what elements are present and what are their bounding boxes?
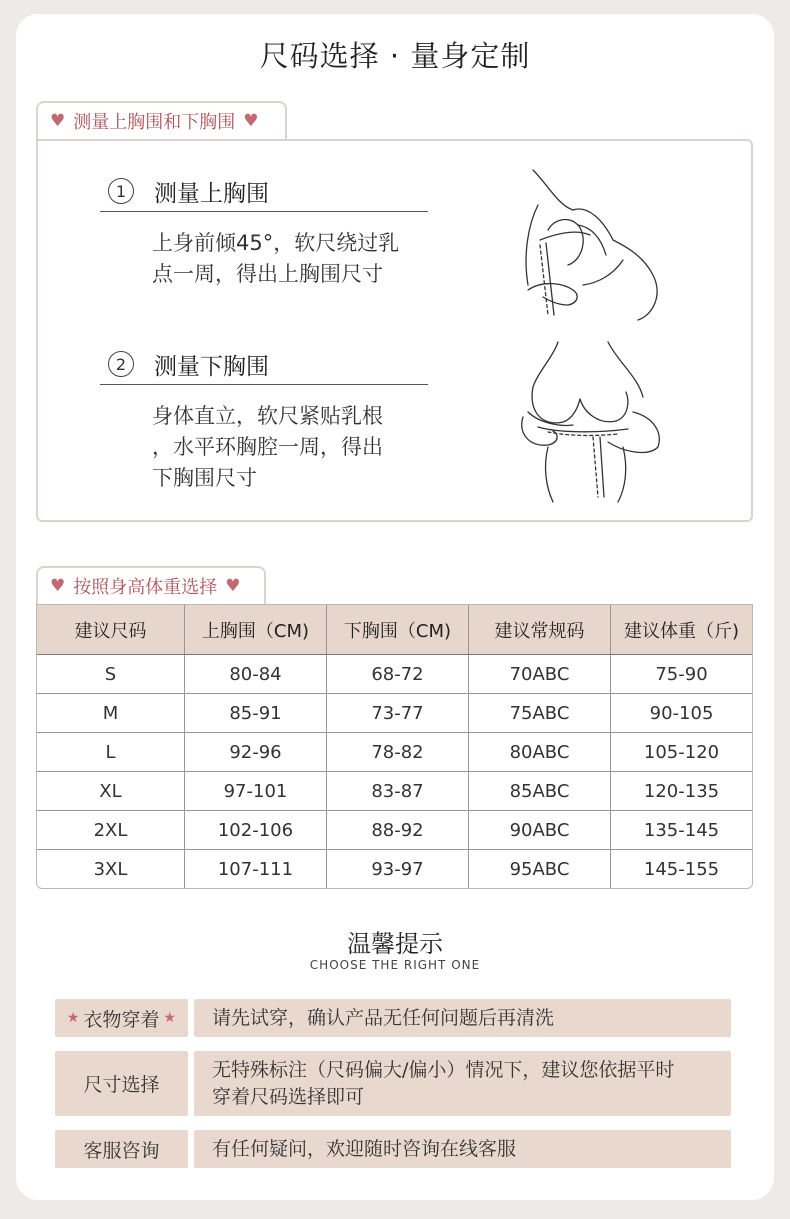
step-description [152, 228, 428, 290]
table-row [37, 693, 752, 732]
table-row [37, 771, 752, 810]
step-title: 测量下胸围 [154, 353, 269, 380]
tip-label-text: 尺寸选择 [83, 1074, 160, 1096]
measure-tab-label: 测量上胸围和下胸围 [73, 112, 236, 133]
step-number: 1 [108, 178, 134, 204]
table-cell: 93-97 [326, 850, 468, 888]
tip-text-line: 有任何疑问，欢迎随时咨询在线客服 [212, 1137, 517, 1160]
tip-label-size [55, 1051, 188, 1116]
table-cell: 75ABC [468, 694, 610, 732]
desc-line: 上身前倾45°，软尺绕过乳 [152, 231, 400, 255]
tip-label-text: 衣物穿着 [83, 1008, 160, 1031]
star-icon: ★ [163, 1010, 177, 1026]
table-cell: L [105, 741, 116, 763]
tip-label-service [55, 1130, 188, 1168]
table-cell: 107-111 [184, 850, 326, 888]
table-cell: 95ABC [468, 850, 610, 888]
tips-subtitle: CHOOSE THE RIGHT ONE [309, 958, 481, 972]
measure-tab [36, 101, 287, 139]
size-table [36, 604, 753, 889]
measure-step-lower [100, 344, 428, 494]
table-row [37, 810, 752, 849]
desc-line: 身体直立，软尺紧贴乳根 [152, 404, 383, 428]
table-cell: 97-101 [184, 772, 326, 810]
tip-label-text: 客服咨询 [83, 1139, 160, 1162]
table-cell: 3XL [93, 858, 128, 880]
header-cell: 建议常规码 [468, 605, 610, 654]
step-description [152, 401, 428, 494]
table-cell: 78-82 [326, 733, 468, 771]
heart-icon: ♥ [50, 576, 66, 596]
tip-text-service [194, 1130, 731, 1168]
table-cell: M [102, 702, 119, 724]
table-cell: 85-91 [184, 694, 326, 732]
table-cell: S [104, 663, 117, 685]
lower-bust-illustration [518, 337, 668, 507]
tips-title: 温馨提示 [347, 930, 443, 958]
table-cell: 120-135 [610, 772, 752, 810]
table-cell: 2XL [93, 819, 128, 841]
table-cell: XL [99, 780, 122, 802]
size-table-tab [36, 566, 266, 604]
table-cell: 105-120 [610, 733, 752, 771]
step-header [100, 171, 428, 212]
table-cell: 83-87 [326, 772, 468, 810]
desc-line: ，水平环胸腔一周，得出 [152, 435, 383, 459]
table-cell: 88-92 [326, 811, 468, 849]
tip-text-size [194, 1051, 731, 1116]
table-cell: 80-84 [184, 655, 326, 693]
header-cell: 下胸围（CM) [326, 605, 468, 654]
header-cell: 建议体重（斤) [610, 605, 752, 654]
tip-text-line: 请先试穿，确认产品无任何问题后再清洗 [212, 1006, 555, 1029]
header-cell: 建议尺码 [74, 620, 147, 642]
upper-bust-illustration [518, 165, 668, 325]
measure-panel [36, 139, 753, 522]
tip-text-wearing [194, 999, 731, 1037]
table-cell: 75-90 [610, 655, 752, 693]
table-cell: 102-106 [184, 811, 326, 849]
table-cell: 80ABC [468, 733, 610, 771]
table-row [37, 732, 752, 771]
measure-step-upper [100, 171, 428, 290]
table-row [37, 654, 752, 693]
table-cell: 73-77 [326, 694, 468, 732]
size-table-tab-label: 按照身高体重选择 [73, 577, 218, 598]
step-number: 2 [108, 351, 134, 377]
table-cell: 90-105 [610, 694, 752, 732]
tip-text-line: 无特殊标注（尺码偏大/偏小）情况下，建议您依据平时 [212, 1058, 675, 1081]
table-cell: 85ABC [468, 772, 610, 810]
desc-line: 下胸围尺寸 [152, 466, 257, 490]
desc-line: 点一周，得出上胸围尺寸 [152, 262, 383, 286]
heart-icon: ♥ [243, 111, 259, 131]
table-cell: 145-155 [610, 850, 752, 888]
table-cell: 92-96 [184, 733, 326, 771]
table-row [37, 849, 752, 888]
tip-text-line: 穿着尺码选择即可 [212, 1085, 365, 1108]
header-cell: 上胸围（CM) [184, 605, 326, 654]
star-icon: ★ [66, 1010, 80, 1026]
heart-icon: ♥ [50, 111, 66, 131]
step-title: 测量上胸围 [154, 180, 269, 207]
page-title: 尺码选择 · 量身定制 [259, 39, 531, 73]
table-cell: 90ABC [468, 811, 610, 849]
table-header [37, 605, 752, 654]
table-cell: 68-72 [326, 655, 468, 693]
table-cell: 135-145 [610, 811, 752, 849]
heart-icon: ♥ [225, 576, 241, 596]
table-cell: 70ABC [468, 655, 610, 693]
step-header [100, 344, 428, 385]
tip-label-wearing [55, 999, 188, 1037]
